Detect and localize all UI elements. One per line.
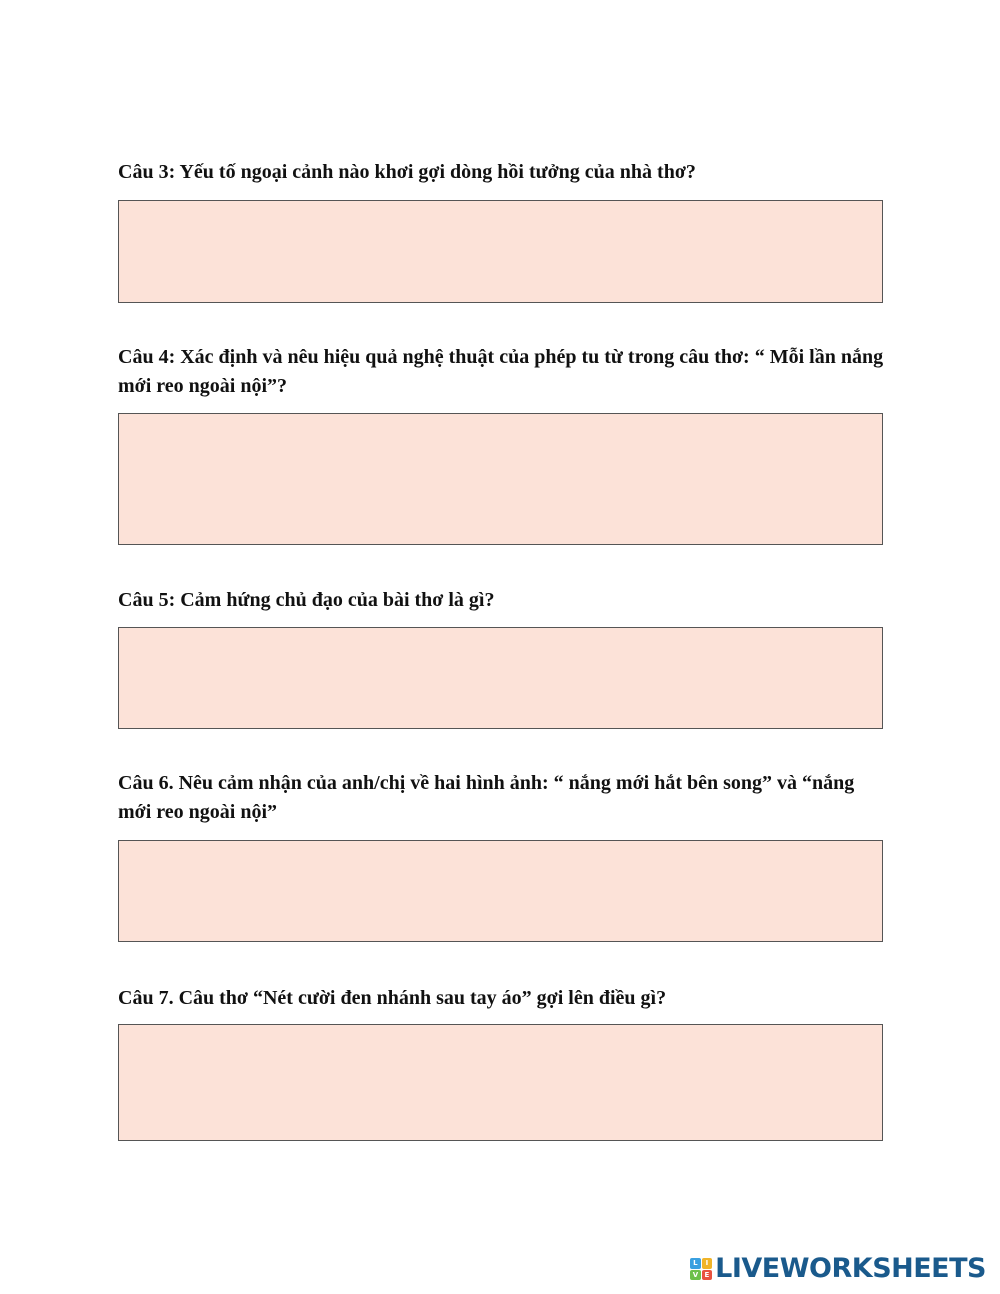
answer-box-3[interactable] xyxy=(118,200,883,303)
logo-letter-i: I xyxy=(702,1258,713,1269)
brand-name: LIVEWORKSHEETS xyxy=(715,1253,986,1284)
answer-box-4[interactable] xyxy=(118,413,883,545)
logo-letter-l: L xyxy=(690,1258,701,1269)
question-4: Câu 4: Xác định và nêu hiệu quả nghệ thuật của phép tu từ trong câu thơ: “ Mỗi lần nắng mới reo ngoài nội”? xyxy=(118,346,884,397)
question-5: Câu 5: Cảm hứng chủ đạo của bài thơ là gì? xyxy=(118,589,495,611)
question-7: Câu 7. Câu thơ “Nét cười đen nhánh sau tay áo” gợi lên điều gì? xyxy=(118,987,667,1009)
logo-letter-e: E xyxy=(702,1270,713,1281)
question-3: Câu 3: Yếu tố ngoại cảnh nào khơi gợi dòng hồi tưởng của nhà thơ? xyxy=(118,161,696,183)
liveworksheets-brand xyxy=(690,1254,986,1284)
answer-box-5[interactable] xyxy=(118,627,883,729)
logo-letter-v: V xyxy=(690,1270,701,1281)
liveworksheets-logo-icon xyxy=(690,1258,712,1280)
answer-box-7[interactable] xyxy=(118,1024,883,1141)
question-6: Câu 6. Nêu cảm nhận của anh/chị về hai hình ảnh: “ nắng mới hắt bên song” và “nắng mới reo ngoài nội” xyxy=(118,772,855,823)
answer-box-6[interactable] xyxy=(118,840,883,942)
